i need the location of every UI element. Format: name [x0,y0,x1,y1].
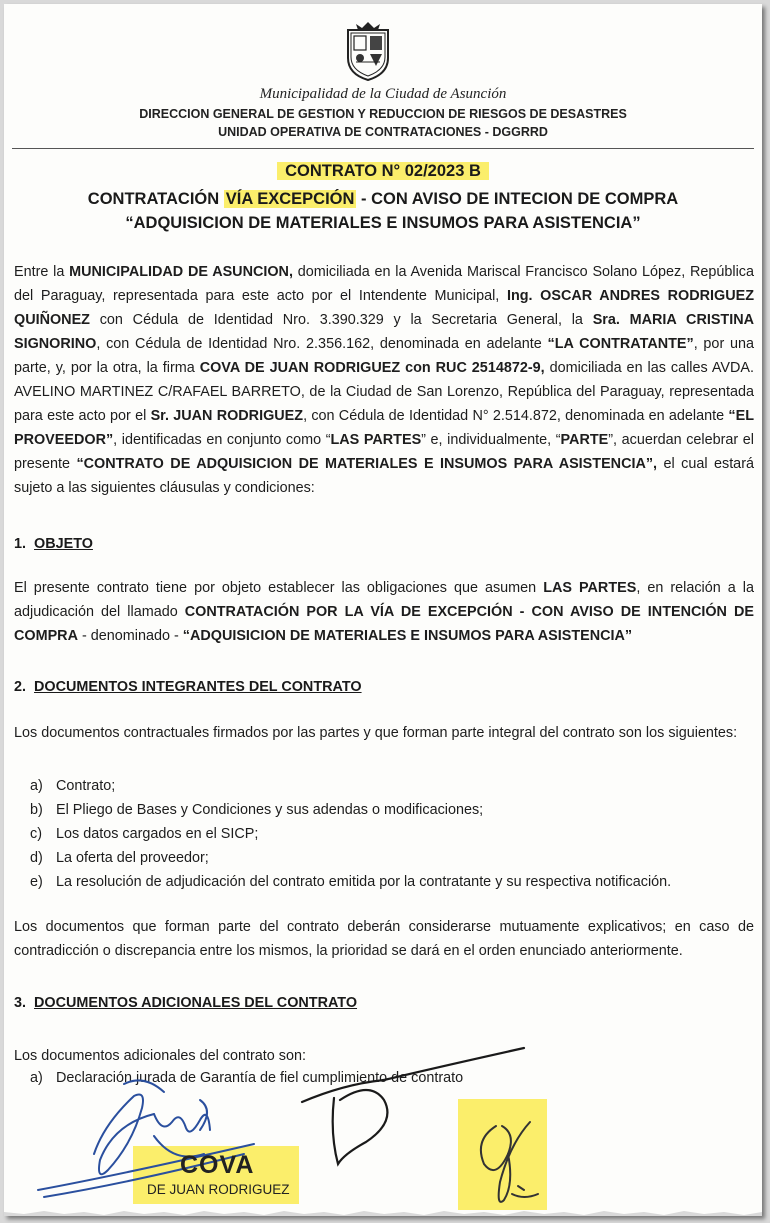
integrantes-list [30,774,754,894]
stamp-company-owner: DE JUAN RODRIGUEZ [147,1182,290,1197]
integrantes-intro: Los documentos contractuales firmados por las partes y que forman parte integral del contrato son los siguientes: [14,725,738,741]
list-item: a) Declaración jurada de Garantía de fiel cumplimiento de contrato [30,1070,464,1086]
list-item: e) La resolución de adjudicación del contrato emitida por la contratante y su respectiva notificación. [30,874,672,890]
section-heading-1: 1. OBJETO [14,536,93,552]
municipal-seal-icon [342,20,394,82]
list-item: d) La oferta del proveedor; [30,850,209,866]
list-item: b) El Pliego de Bases y Condiciones y sus adendas o modificaciones; [30,802,484,818]
intro-paragraph: Entre la MUNICIPALIDAD DE ASUNCION, domiciliada en la Avenida Mariscal Francisco Solano López, República del Paraguay, representada para este acto por el Intendente Municipal, Ing. OSCAR ANDRES RODRIGUEZ QUIÑONEZ con Cédula de Identidad Nro. 3.390.329 y la Secretaria General, la Sra. MARIA CRISTINA SIGNORINO, con Cédula de Identidad Nro. 2.356.162, denominada en adelante “LA CONTRATANTE”, por una parte, y, por la otra, la firma COVA DE JUAN RODRIGUEZ con RUC 2514872-9, domiciliada en las calles AVDA. AVELINO MARTINEZ C/RAFAEL BARRETO, de la Ciudad de San Lorenzo, República del Paraguay, representada para este acto por el Sr. JUAN RODRIGUEZ, con Cédula de Identidad N° 2.514.872, denominada en adelante “EL PROVEEDOR”, identificadas en conjunto como “LAS PARTES” e, individualmente, “PARTE”, acuerdan celebrar el presente “CONTRATO DE ADQUISICION DE MATERIALES E INSUMOS PARA ASISTENCIA”, el cual estará sujeto a las siguientes cláusulas y condiciones: [14,264,755,496]
list-item: a) Contrato; [30,778,116,794]
contract-subject: “ADQUISICION DE MATERIALES E INSUMOS PARA ASISTENCIA” [125,214,641,232]
adicionales-intro: Los documentos adicionales del contrato son: [14,1048,306,1064]
contract-number: CONTRATO N° 02/2023 B [4,162,762,181]
section-heading-2: 2. DOCUMENTOS INTEGRANTES DEL CONTRATO [14,679,362,695]
black-signature [302,1048,524,1164]
objeto-paragraph: El presente contrato tiene por objeto establecer las obligaciones que asumen LAS PARTES, en relación a la adjudicación del llamado CONTRATACIÓN POR LA VÍA DE EXCEPCIÓN - CON AVISO DE INTENCIÓN DE COMPRA - denominado - “ADQUISICION DE MATERIALES E INSUMOS PARA ASISTENCIA” [14,580,754,644]
yellow-box-signature [481,1122,538,1202]
unit-name: UNIDAD OPERATIVA DE CONTRATACIONES - DGGRRD [218,125,548,139]
section-heading-3: 3. DOCUMENTOS ADICIONALES DEL CONTRATO [14,995,358,1011]
signatures-area [4,1044,762,1216]
municipality-name: Municipalidad de la Ciudad de Asunción [259,86,507,102]
integrantes-closing: Los documentos que forman parte del contrato deberán considerarse mutuamente explicativos; en caso de contradicción o discrepancia entre los mismos, la prioridad se dará en el orden enunciado anteriormente. [14,919,754,959]
stamp-company-name: COVA [180,1151,255,1179]
header-divider [12,148,754,149]
document-page [4,4,762,1216]
contract-modality: CONTRATACIÓN VÍA EXCEPCIÓN - CON AVISO DE INTECION DE COMPRA [87,190,679,208]
direction-name: DIRECCION GENERAL DE GESTION Y REDUCCION DE RIESGOS DE DESASTRES [139,107,627,121]
torn-edge [4,1208,762,1216]
list-item: c) Los datos cargados en el SICP; [30,826,259,842]
